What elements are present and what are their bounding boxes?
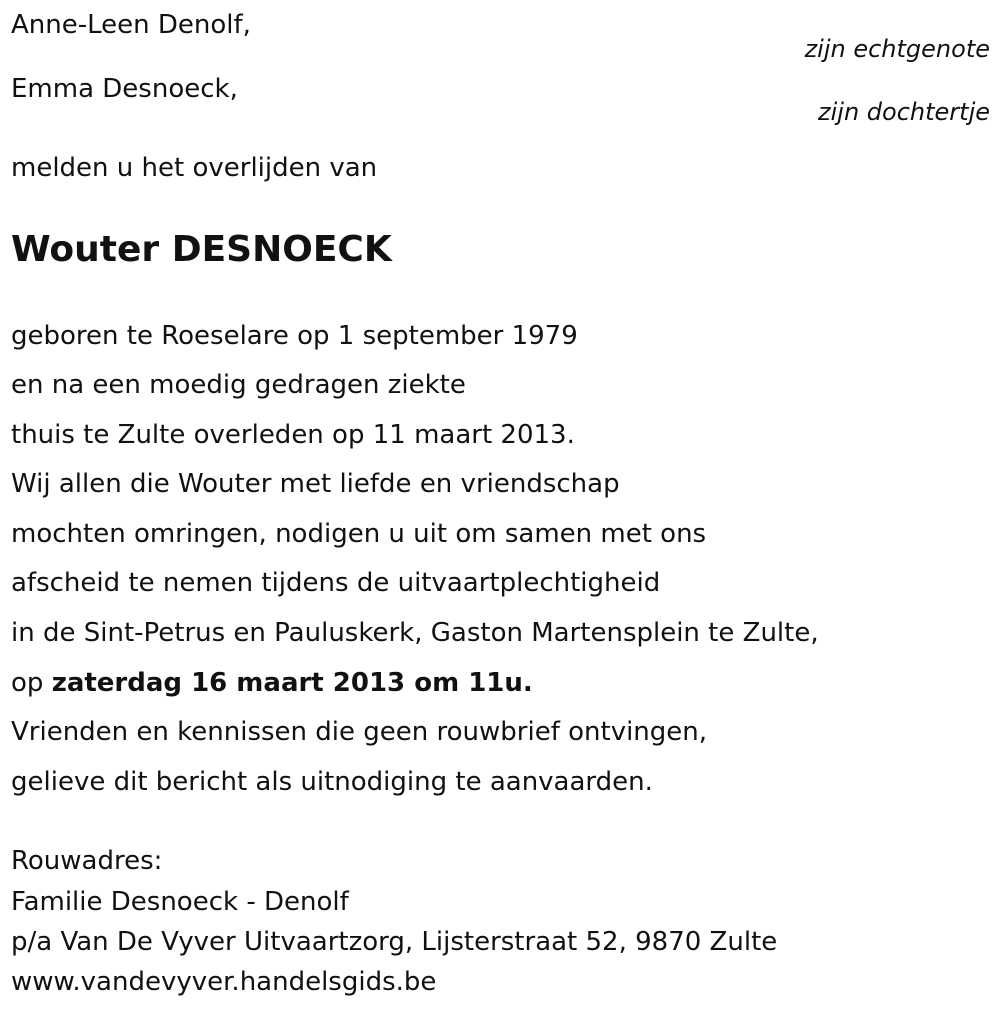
ceremony-line (11, 668, 533, 698)
closing-line: gelieve dit bericht als uitnodiging te aanvaarden. (11, 767, 653, 797)
family-member-name: Anne-Leen Denolf, (11, 10, 251, 40)
family-member-name: Emma Desnoeck, (11, 74, 238, 104)
address-family: Familie Desnoeck - Denolf (11, 887, 349, 917)
deceased-name: Wouter DESNOECK (11, 229, 392, 270)
intro-text: melden u het overlijden van (11, 153, 378, 183)
body-line: en na een moedig gedragen ziekte (11, 370, 466, 400)
address-website: www.vandevyver.handelsgids.be (11, 967, 437, 997)
address-street: p/a Van De Vyver Uitvaartzorg, Lijsterstraat 52, 9870 Zulte (11, 927, 778, 957)
ceremony-prefix: op (11, 668, 52, 698)
address-label: Rouwadres: (11, 846, 163, 876)
body-line: afscheid te nemen tijdens de uitvaartplechtigheid (11, 568, 661, 598)
family-member-relation: zijn dochtertje (818, 98, 990, 126)
closing-line: Vrienden en kennissen die geen rouwbrief ontvingen, (11, 717, 708, 747)
body-line: thuis te Zulte overleden op 11 maart 2013. (11, 420, 575, 450)
body-line: mochten omringen, nodigen u uit om samen met ons (11, 519, 707, 549)
body-line: Wij allen die Wouter met liefde en vriendschap (11, 469, 620, 499)
ceremony-date: zaterdag 16 maart 2013 om 11u. (51, 668, 533, 698)
family-member-relation: zijn echtgenote (804, 35, 990, 63)
body-line: geboren te Roeselare op 1 september 1979 (11, 321, 578, 351)
body-line: in de Sint-Petrus en Pauluskerk, Gaston Martensplein te Zulte, (11, 618, 819, 648)
